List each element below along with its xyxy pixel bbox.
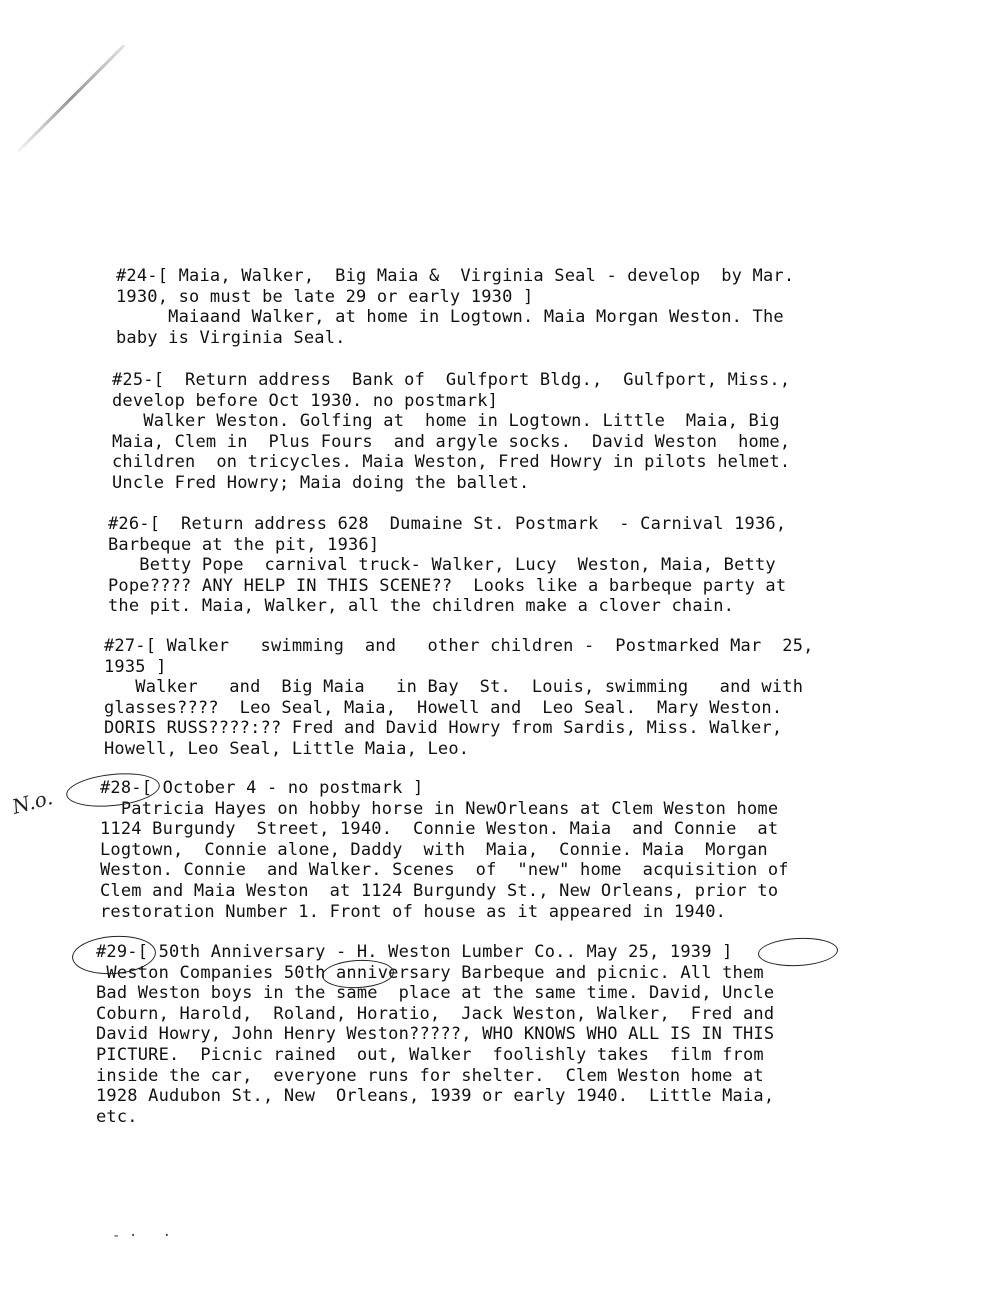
text-line: 1930, so must be late 29 or early 1930 ] xyxy=(116,286,534,307)
text-line: inside the car, everyone runs for shelter. Clem Weston home at xyxy=(96,1065,764,1086)
text-line: Walker and Big Maia in Bay St. Louis, swimming and with xyxy=(104,677,804,698)
text-line: #26-[ Return address 628 Dumaine St. Postmark - Carnival 1936, xyxy=(108,514,787,534)
scan-artifact xyxy=(17,44,125,152)
text-line: Weston. Connie and Walker. Scenes of "new" home acquisition of xyxy=(100,860,789,881)
text-line: Logtown, Connie alone, Daddy with Maia, Connie. Maia Morgan xyxy=(100,839,768,860)
entry-29 xyxy=(96,942,906,1127)
text-line: restoration Number 1. Front of house as it appeared in 1940. xyxy=(100,901,727,922)
text-line: the pit. Maia, Walker, all the children make a clover chain. xyxy=(108,596,735,617)
text-line: Betty Pope carnival truck- Walker, Lucy Weston, Maia, Betty xyxy=(108,555,776,576)
text-line: 1935 ] xyxy=(104,656,167,677)
text-line: baby is Virginia Seal. xyxy=(116,327,346,348)
text-line: Uncle Fred Howry; Maia doing the ballet. xyxy=(112,472,530,493)
text-line: David Howry, John Henry Weston?????, WHO KNOWS WHO ALL IS IN THIS xyxy=(96,1024,775,1045)
text-line: #29-[ 50th Anniversary - H. Weston Lumber Co.. May 25, 1939 ] xyxy=(96,942,733,962)
text-line: etc. xyxy=(96,1106,138,1127)
text-line: #27-[ Walker swimming and other children - Postmarked Mar 25, xyxy=(104,636,814,656)
text-line: #28-[ October 4 - no postmark ] xyxy=(100,778,424,798)
text-line: glasses???? Leo Seal, Maia, Howell and Leo Seal. Mary Weston. xyxy=(104,697,783,718)
text-line: Maiaand Walker, at home in Logtown. Maia Morgan Weston. The xyxy=(116,307,784,328)
text-line: Walker Weston. Golfing at home in Logtown. Little Maia, Big xyxy=(112,411,780,432)
text-line: children on tricycles. Maia Weston, Fred Howry in pilots helmet. xyxy=(112,452,791,473)
entry-27 xyxy=(104,636,914,760)
text-line: Maia, Clem in Plus Fours and argyle socks. David Weston home, xyxy=(112,431,791,452)
text-line: PICTURE. Picnic rained out, Walker foolishly takes film from xyxy=(96,1044,764,1065)
entry-24 xyxy=(116,266,926,348)
scan-specks: - · · xyxy=(112,1228,172,1244)
text-line: Coburn, Harold, Roland, Horatio, Jack Weston, Walker, Fred and xyxy=(96,1003,775,1024)
text-line: develop before Oct 1930. no postmark] xyxy=(112,390,499,411)
text-line: Clem and Maia Weston at 1124 Burgundy St., New Orleans, prior to xyxy=(100,880,779,901)
text-line: Bad Weston boys in the same place at the same time. David, Uncle xyxy=(96,983,775,1004)
text-line: Barbeque at the pit, 1936] xyxy=(108,534,380,555)
text-line: #25-[ Return address Bank of Gulfport Bldg., Gulfport, Miss., xyxy=(112,370,791,390)
entry-26 xyxy=(108,514,918,617)
text-line: DORIS RUSS????:?? Fred and David Howry from Sardis, Miss. Walker, xyxy=(104,718,783,739)
text-line: 1124 Burgundy Street, 1940. Connie Weston. Maia and Connie at xyxy=(100,819,779,840)
text-line: Howell, Leo Seal, Little Maia, Leo. xyxy=(104,738,470,759)
text-line: 1928 Audubon St., New Orleans, 1939 or early 1940. Little Maia, xyxy=(96,1086,775,1107)
entry-28 xyxy=(100,778,910,922)
handwritten-note: N.o. xyxy=(9,785,56,819)
text-line: Pope???? ANY HELP IN THIS SCENE?? Looks like a barbeque party at xyxy=(108,575,787,596)
text-line: Weston Companies 50th anniversary Barbeque and picnic. All them xyxy=(96,962,764,983)
text-line: #24-[ Maia, Walker, Big Maia & Virginia Seal - develop by Mar. xyxy=(116,266,795,286)
text-line: Patricia Hayes on hobby horse in NewOrleans at Clem Weston home xyxy=(100,798,779,819)
entry-25 xyxy=(112,370,922,494)
